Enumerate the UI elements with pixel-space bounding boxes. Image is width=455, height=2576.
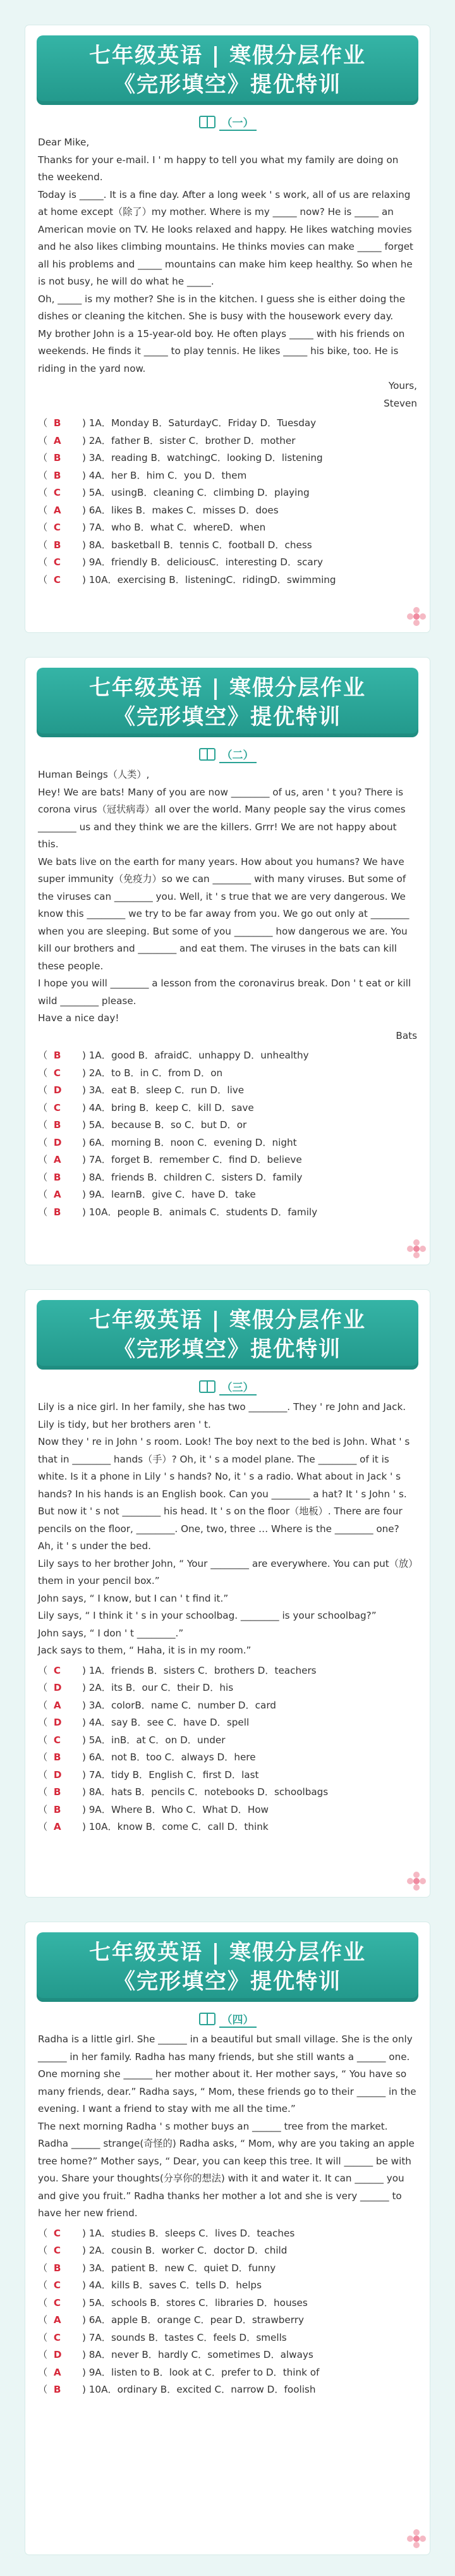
open-paren: （ (38, 1084, 54, 1096)
answer-letter: D (53, 1769, 62, 1781)
open-paren: （ (38, 2331, 54, 2343)
question-options: ) 9A．listen to B．look at C．prefer to D．think of (82, 2366, 320, 2378)
answer-paren (38, 2381, 82, 2399)
question-options: ) 1A．Monday B．SaturdayC．Friday D．Tuesday (82, 417, 317, 429)
question-row (38, 1117, 417, 1134)
passage (25, 1399, 430, 1660)
answer-letter: B (53, 539, 61, 551)
answer-paren (38, 1047, 82, 1065)
answer-paren (38, 1117, 82, 1134)
open-paren: （ (38, 2314, 54, 2326)
answer-paren (38, 1679, 82, 1697)
question-options: ) 8A．friends B．children C．sisters D．family (82, 1171, 303, 1183)
question-options: ) 8A．hats B．pencils C．notebooks D．schoolbags (82, 1786, 329, 1798)
passage-signoff: Steven (384, 397, 417, 409)
passage-paragraph: Now they ' re in John ' s room. Look! The boy next to the bed is John. What ' s that in ________ hands（手）? Oh, it ' s a model plane. The ________ of it is white. Is it a phone in Lily ' s hands? No, it ' s a radio. What about in Jack ' s hands? In his hands is an English book. Can you ________ a hat? It ' s John ' s. But now it ' s not ________ his head. It ' s on the floor（地板）. There are four pencils on the floor, ________. One, two, three … Where is the ________ one? Ah, it ' s under the bed. (38, 1436, 410, 1552)
question-row (38, 572, 417, 589)
question-options: ) 4A．say B．see C．have D．spell (82, 1717, 250, 1728)
answer-paren (38, 1134, 82, 1152)
question-row (38, 1065, 417, 1083)
open-paren: （ (38, 2297, 54, 2309)
question-options: ) 2A．to B．in C．from D．on (82, 1067, 223, 1079)
passage-paragraph: Hey! We are bats! Many of you are now ________ of us, aren ' t you? There is corona virus（冠状病毒）all over the world. Many people say the virus comes ________ us and they think we are the killers. Grrr! We are not happy about this. (38, 786, 406, 850)
title-line-1: 七年级英语 | 寒假分层作业 (88, 675, 367, 701)
question-row (38, 2346, 417, 2364)
open-paren: （ (38, 1699, 54, 1711)
section-heading (25, 746, 430, 763)
question-row (38, 1047, 417, 1065)
question-row (38, 1662, 417, 1680)
title-banner (37, 1300, 418, 1370)
open-paren: （ (38, 452, 54, 463)
question-row (38, 484, 417, 502)
answer-letter: A (53, 1189, 61, 1200)
answer-paren (38, 1204, 82, 1222)
question-options: ) 10A．ordinary B．excited C．narrow D．foolish (82, 2384, 316, 2395)
section-number: （二） (219, 746, 257, 763)
question-options: ) 9A．friendly B．deliciousC．interesting D．scary (82, 556, 323, 568)
answer-paren (38, 484, 82, 502)
answer-paren (38, 2364, 82, 2382)
question-row (38, 467, 417, 485)
answer-paren (38, 415, 82, 432)
question-row (38, 519, 417, 537)
passage-paragraph: Radha is a little girl. She ______ in a beautiful but small village. She is the only ______ in her family. Radha has many friends, but she still wants a ______ one. (38, 2033, 413, 2063)
passage (25, 766, 430, 1045)
answer-letter: B (53, 1786, 61, 1798)
answer-letter: C (53, 2245, 61, 2256)
answer-letter: A (53, 1821, 61, 1832)
question-row (38, 2329, 417, 2347)
question-options: ) 9A．learnB．give C．have D．take (82, 1189, 256, 1200)
question-row (38, 1819, 417, 1836)
answer-letter: C (53, 1664, 61, 1676)
title-line-1: 七年级英语 | 寒假分层作业 (88, 1308, 367, 1333)
question-options: ) 10A．know B．come C．call D．think (82, 1821, 269, 1832)
question-options: ) 6A．apple B．orange C．pear D．strawberry (82, 2314, 304, 2326)
answer-letter: A (53, 1154, 61, 1165)
question-options: ) 3A．colorB．name C．number D．card (82, 1699, 276, 1711)
open-paren: （ (38, 1050, 54, 1061)
answer-paren (38, 554, 82, 572)
answer-letter: B (53, 1803, 61, 1815)
question-options: ) 4A．her B．him C．you D．them (82, 469, 247, 481)
question-row (38, 2381, 417, 2399)
answer-letter: C (53, 1067, 61, 1079)
flower-decoration-icon (407, 2529, 426, 2548)
title-line-1: 七年级英语 | 寒假分层作业 (88, 1940, 367, 1965)
open-paren: （ (38, 573, 54, 586)
answer-paren (38, 467, 82, 485)
question-row (38, 554, 417, 572)
answer-letter: A (53, 504, 61, 516)
question-options: ) 1A．studies B．sleeps C．lives D．teaches (82, 2227, 295, 2239)
answer-letter: D (53, 2349, 62, 2360)
answer-letter: C (53, 487, 61, 498)
book-icon (199, 1380, 215, 1393)
answer-letter: B (53, 417, 61, 429)
flower-decoration-icon (407, 1239, 426, 1258)
answer-letter: C (53, 2331, 61, 2343)
question-options: ) 6A．not B．too C．always D．here (82, 1751, 256, 1763)
answer-letter: C (53, 1101, 61, 1113)
passage-paragraph: We bats live on the earth for many years. How about you humans? We have super immunity（免疫力）so we can ________ with many viruses. But some of the viruses can ________ you. Well, it ' s true that we are very dangerous. We know this ________ we try to be far away from you. We go out only at ________ when you are sleeping. But some of you ________ how dangerous we are. You kill our brothers and ________ and eat them. The viruses in the bats can kill these people. (38, 856, 410, 972)
question-list (25, 1660, 430, 1836)
answer-paren (38, 2346, 82, 2364)
passage-signoff: Bats (396, 1029, 417, 1041)
answer-letter: C (53, 1734, 61, 1746)
open-paren: （ (38, 2384, 54, 2395)
worksheet-card (25, 1922, 430, 2555)
book-icon (199, 2013, 215, 2025)
question-list (25, 2223, 430, 2399)
answer-paren (38, 1662, 82, 1680)
open-paren: （ (38, 1154, 54, 1165)
question-list (25, 412, 430, 589)
question-row (38, 1784, 417, 1801)
title-banner (37, 668, 418, 737)
open-paren: （ (38, 504, 54, 516)
question-options: ) 7A．sounds B．tastes C．feels D．smells (82, 2331, 287, 2343)
answer-paren (38, 450, 82, 467)
answer-paren (38, 502, 82, 520)
open-paren: （ (38, 1803, 54, 1815)
answer-paren (38, 2329, 82, 2347)
passage-paragraph: My brother John is a 15-year-old boy. He often plays _____ with his friends on weekends. He finds it _____ to play tennis. He likes _____ his bike, too. He is riding in the yard now. (38, 328, 405, 374)
passage-paragraph: Dear Mike, (38, 137, 90, 148)
open-paren: （ (38, 1786, 54, 1798)
answer-letter: C (53, 2279, 61, 2291)
passage-paragraph: Have a nice day! (38, 1012, 119, 1024)
answer-paren (38, 1151, 82, 1169)
question-options: ) 8A．basketball B．tennis C．football D．chess (82, 539, 312, 551)
section-number: （四） (219, 2011, 257, 2028)
answer-paren (38, 1714, 82, 1732)
question-row (38, 1151, 417, 1169)
answer-letter: B (53, 1206, 61, 1218)
open-paren: （ (38, 539, 54, 551)
question-list (25, 1045, 430, 1221)
question-row (38, 2364, 417, 2382)
question-options: ) 6A．likes B．makes C．misses D．does (82, 504, 279, 516)
question-options: ) 6A．morning B．noon C．evening D．night (82, 1136, 297, 1148)
open-paren: （ (38, 2245, 54, 2256)
answer-letter: D (53, 1136, 62, 1148)
passage-paragraph: Jack says to them, “ Haha, it is in my room.” (38, 1645, 252, 1656)
open-paren: （ (38, 2366, 54, 2378)
question-row (38, 432, 417, 450)
open-paren: （ (38, 1717, 54, 1728)
open-paren: （ (38, 1101, 54, 1113)
answer-letter: D (53, 1682, 62, 1693)
answer-letter: B (53, 1751, 61, 1763)
answer-letter: B (53, 1171, 61, 1183)
question-options: ) 4A．bring B．keep C．kill D．save (82, 1101, 254, 1113)
answer-letter: C (53, 556, 61, 568)
answer-paren (38, 1749, 82, 1767)
question-options: ) 1A．good B．afraidC．unhappy D．unhealthy (82, 1050, 309, 1061)
flower-decoration-icon (407, 607, 426, 626)
open-paren: （ (38, 1821, 54, 1832)
question-row (38, 1749, 417, 1767)
title-line-2: 《完形填空》提优特训 (114, 1337, 341, 1362)
question-options: ) 8A．never B．hardly C．sometimes D．always (82, 2349, 313, 2360)
answer-paren (38, 1186, 82, 1204)
question-row (38, 2295, 417, 2312)
passage-paragraph: Human Beings（人类）, (38, 769, 150, 780)
answer-letter: B (53, 1119, 61, 1131)
question-row (38, 1204, 417, 1222)
answer-paren (38, 432, 82, 450)
open-paren: （ (38, 1664, 54, 1676)
title-line-2: 《完形填空》提优特训 (114, 1969, 341, 1994)
open-paren: （ (38, 522, 54, 533)
question-row (38, 1732, 417, 1750)
open-paren: （ (38, 1206, 54, 1218)
question-row (38, 1679, 417, 1697)
passage (25, 2031, 430, 2223)
title-banner (37, 35, 418, 105)
answer-paren (38, 537, 82, 555)
passage-paragraph: Oh, _____ is my mother? She is in the kitchen. I guess she is either doing the dishes or cleaning the kitchen. She is busy with the housework every day. (38, 293, 406, 322)
question-row (38, 2277, 417, 2295)
section-heading (25, 114, 430, 130)
answer-paren (38, 1819, 82, 1836)
open-paren: （ (38, 2262, 54, 2274)
open-paren: （ (38, 469, 54, 481)
question-options: ) 5A．inB．at C．on D．under (82, 1734, 226, 1746)
question-options: ) 4A．kills B．saves C．tells D．helps (82, 2279, 262, 2291)
question-options: ) 2A．cousin B．worker C．doctor D．child (82, 2245, 288, 2256)
answer-paren (38, 1767, 82, 1784)
book-icon (199, 748, 215, 761)
open-paren: （ (38, 1751, 54, 1763)
answer-paren (38, 2242, 82, 2260)
answer-letter: C (53, 2227, 61, 2239)
answer-paren (38, 2295, 82, 2312)
open-paren: （ (38, 2227, 54, 2239)
worksheet-card (25, 658, 430, 1265)
answer-paren (38, 1100, 82, 1117)
title-line-1: 七年级英语 | 寒假分层作业 (88, 43, 367, 68)
answer-paren (38, 1697, 82, 1715)
answer-paren (38, 1169, 82, 1187)
question-row (38, 1134, 417, 1152)
answer-paren (38, 519, 82, 537)
section-heading (25, 2011, 430, 2027)
question-options: ) 3A．eat B．sleep C．run D．live (82, 1084, 245, 1096)
open-paren: （ (38, 1119, 54, 1131)
answer-letter: D (53, 1084, 62, 1096)
title-banner (37, 1932, 418, 2002)
open-paren: （ (38, 2279, 54, 2291)
passage-paragraph: Lily is a nice girl. In her family, she has two ________. They ' re John and Jack. Lily is tidy, but her brothers aren ' t. (38, 1401, 406, 1430)
title-line-2: 《完形填空》提优特训 (114, 72, 341, 97)
passage-paragraph: John says, “ I know, but I can ' t find it.” (38, 1592, 229, 1604)
worksheet-card (25, 25, 430, 632)
question-options: ) 10A．people B．animals C．students D．family (82, 1206, 318, 1218)
answer-paren (38, 1784, 82, 1801)
answer-letter: D (53, 1717, 62, 1728)
answer-paren (38, 1065, 82, 1083)
worksheet-card (25, 1290, 430, 1897)
question-options: ) 10A．exercising B．listeningC．ridingD．swimming (82, 573, 336, 586)
answer-paren (38, 2277, 82, 2295)
question-row (38, 2225, 417, 2243)
passage-paragraph: I hope you will ________ a lesson from the coronavirus break. Don ' t eat or kill wild ________ please. (38, 978, 411, 1007)
question-options: ) 7A．tidy B．English C．first D．last (82, 1769, 259, 1781)
answer-letter: A (53, 434, 61, 446)
open-paren: （ (38, 417, 54, 429)
question-row (38, 1697, 417, 1715)
question-row (38, 1100, 417, 1117)
open-paren: （ (38, 1189, 54, 1200)
answer-letter: A (53, 2314, 61, 2326)
question-options: ) 5A．because B．so C．but D．or (82, 1119, 247, 1131)
open-paren: （ (38, 1171, 54, 1183)
passage-paragraph: Thanks for your e-mail. I ' m happy to tell you what my family are doing on the weekend. (38, 154, 399, 183)
question-row (38, 1169, 417, 1187)
answer-paren (38, 1732, 82, 1750)
passage-signoff: Yours, (388, 380, 417, 391)
question-row (38, 1767, 417, 1784)
answer-letter: C (53, 2297, 61, 2309)
question-row (38, 1714, 417, 1732)
question-row (38, 2260, 417, 2278)
question-options: ) 2A．its B．our C．their D．his (82, 1682, 234, 1693)
answer-paren (38, 1801, 82, 1819)
question-options: ) 7A．who B．what C．whereD．when (82, 522, 266, 533)
question-options: ) 1A．friends B．sisters C．brothers D．teachers (82, 1664, 317, 1676)
question-options: ) 2A．father B．sister C．brother D．mother (82, 434, 296, 446)
question-row (38, 2312, 417, 2329)
open-paren: （ (38, 2349, 54, 2360)
passage (25, 134, 430, 412)
question-row (38, 537, 417, 555)
question-options: ) 3A．patient B．new C．quiet D．funny (82, 2262, 276, 2274)
open-paren: （ (38, 434, 54, 446)
question-row (38, 1186, 417, 1204)
question-options: ) 9A．Where B．Who C．What D．How (82, 1803, 269, 1815)
answer-letter: B (53, 1050, 61, 1061)
question-row (38, 2242, 417, 2260)
question-options: ) 7A．forget B．remember C．find D．believe (82, 1154, 302, 1165)
book-icon (199, 116, 215, 128)
section-heading (25, 1378, 430, 1395)
open-paren: （ (38, 556, 54, 568)
question-options: ) 5A．schools B．stores C．libraries D．houses (82, 2297, 308, 2309)
open-paren: （ (38, 1734, 54, 1746)
answer-letter: A (53, 1699, 61, 1711)
flower-decoration-icon (407, 1872, 426, 1891)
answer-paren (38, 572, 82, 589)
answer-letter: B (53, 469, 61, 481)
open-paren: （ (38, 1682, 54, 1693)
open-paren: （ (38, 487, 54, 498)
answer-paren (38, 2312, 82, 2329)
answer-letter: C (53, 573, 61, 586)
answer-letter: B (53, 452, 61, 463)
title-line-2: 《完形填空》提优特训 (114, 704, 341, 730)
passage-paragraph: The next morning Radha ' s mother buys an ______ tree from the market. Radha ______ strange(奇怪的) Radha asks, “ Mom, why are you taking an apple tree home?” Mother says, “ Dear, you can keep this tree. It will ______ be with you. Share your thoughts(分享你的想法) with it and water it. It can ______ you and give you fruit.” Radha thanks her mother a lot and she is very ______ to have her new friend. (38, 2120, 415, 2219)
open-paren: （ (38, 1067, 54, 1079)
section-number: （三） (219, 1378, 257, 1395)
answer-paren (38, 2260, 82, 2278)
question-row (38, 502, 417, 520)
question-options: ) 3A．reading B．watchingC．looking D．listening (82, 452, 323, 463)
answer-letter: C (53, 522, 61, 533)
section-number: （一） (219, 114, 257, 131)
question-row (38, 1082, 417, 1100)
answer-paren (38, 1082, 82, 1100)
open-paren: （ (38, 1136, 54, 1148)
passage-paragraph: One morning she ______ her mother about it. Her mother says, “ You have so many friends, dear.” Radha says, “ Mom, these friends go to their ______ in the evening. I want a friend to stay with me all the time.” (38, 2068, 416, 2114)
passage-paragraph: John says, “ I don ' t ________.” (38, 1627, 184, 1639)
passage-paragraph: Today is _____. It is a fine day. After a long week ' s work, all of us are relaxing at home except（除了）my mother. Where is my _____ now? He is _____ an American movie on TV. He looks relaxed and happy. He likes watching movies and he also likes climbing mountains. He thinks movies can make _____ forget all his problems and _____ mountains can make him keep healthy. So when he is not busy, he will do what he _____. (38, 188, 414, 287)
question-row (38, 450, 417, 467)
passage-paragraph: Lily says, “ I think it ' s in your schoolbag. ________ is your schoolbag?” (38, 1610, 377, 1621)
passage-paragraph: Lily says to her brother John, “ Your ________ are everywhere. You can put（放）them in your pencil box.” (38, 1557, 413, 1586)
answer-letter: B (53, 2384, 61, 2395)
answer-letter: B (53, 2262, 61, 2274)
open-paren: （ (38, 1769, 54, 1781)
question-row (38, 415, 417, 432)
question-options: ) 5A．usingB．cleaning C．climbing D．playing (82, 487, 310, 498)
answer-paren (38, 2225, 82, 2243)
question-row (38, 1801, 417, 1819)
answer-letter: A (53, 2366, 61, 2378)
